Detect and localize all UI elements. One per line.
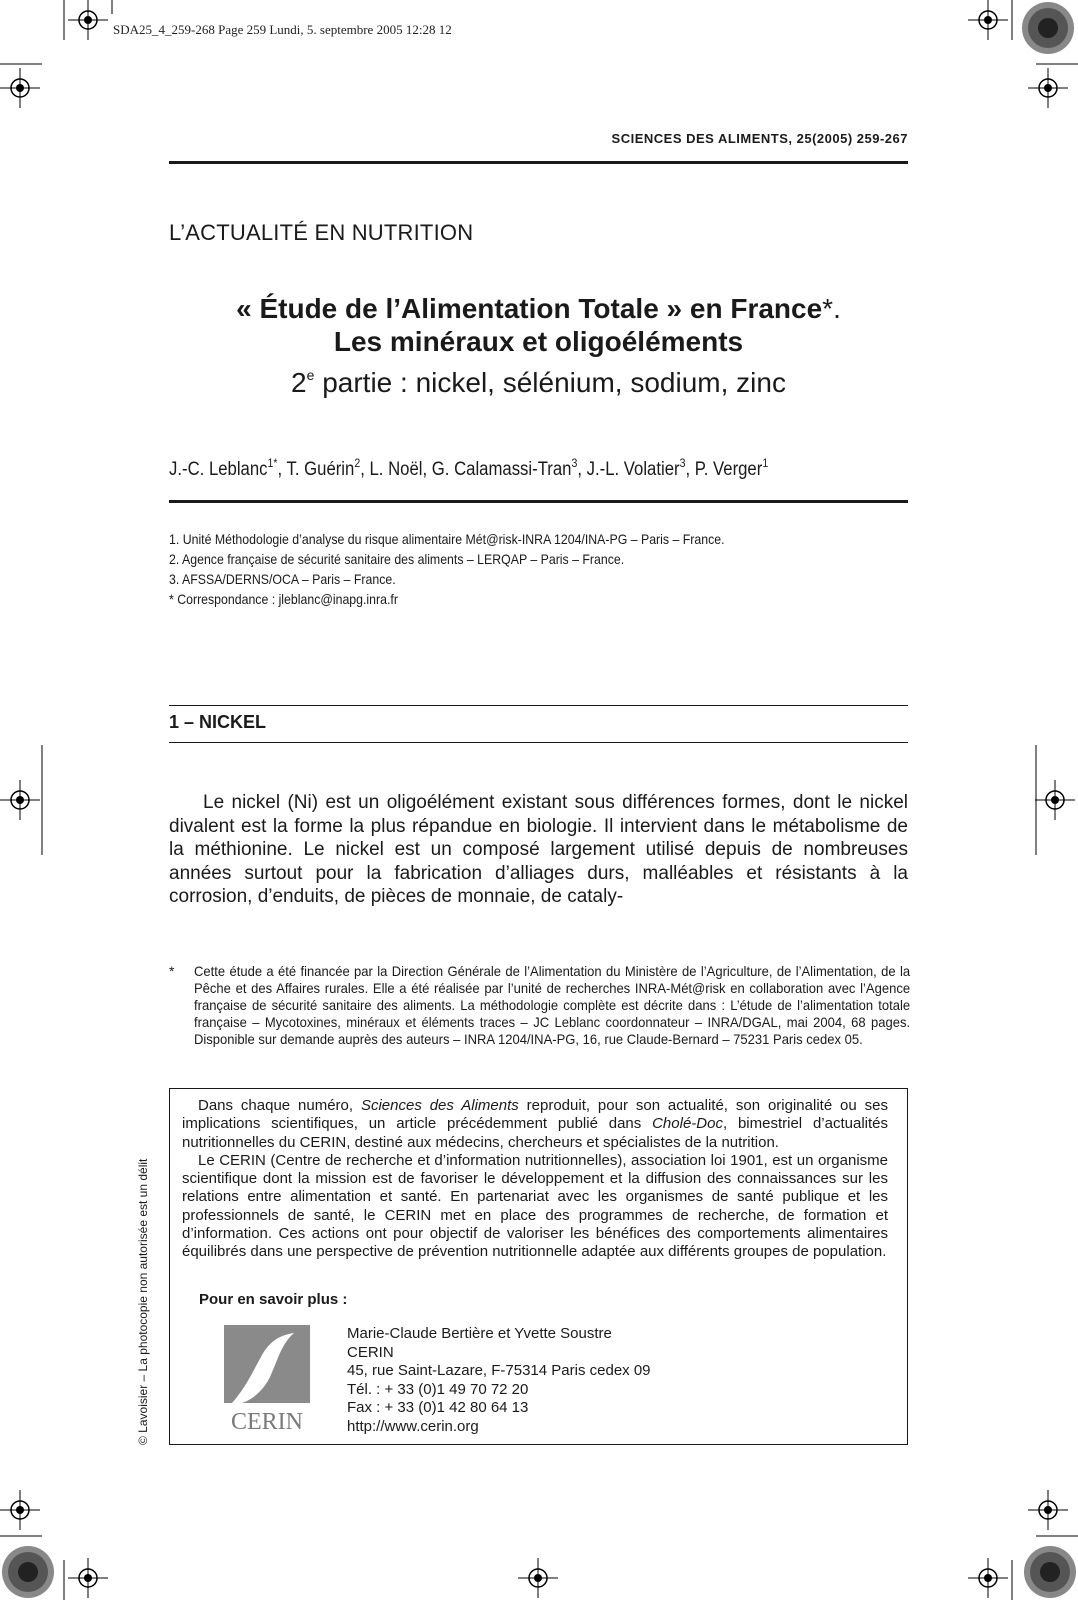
author: , T. Guérin <box>277 459 355 480</box>
article-title <box>169 292 908 400</box>
author: J.-C. Leblanc <box>169 459 268 480</box>
author: , L. Noël, G. Calamassi-Tran <box>360 459 572 480</box>
affiliation-1: 1. Unité Méthodologie d’analyse du risque alimentaire Mét@risk-INRA 1204/INA-PG – Paris – France. <box>169 531 725 547</box>
title-footnote-mark: *. <box>822 293 841 324</box>
more-info-label: Pour en savoir plus : <box>199 1291 348 1308</box>
author-list: J.-C. Leblanc$^{1*}$, T. Guérin$^2$, L. Noël, G. Calamassi-Tran$^3$, J.-L. Volatier$^3$, P. Verger$^1$ <box>169 456 769 480</box>
contact-org: CERIN <box>347 1343 394 1361</box>
contact-info <box>347 1325 651 1436</box>
footnote-marker: * <box>169 963 175 979</box>
section-heading: 1 – NICKEL <box>169 712 267 732</box>
footnote-text: Cette étude a été financée par la Direction Générale de l’Alimentation du Ministère de l’Agriculture, de l’Alimentation, de la Pêche et des Affaires rurales. Elle a été réalisée par l’unité de recherches INRA-Mét@risk en collaboration avec l’Agence française de sécurité sanitaire des aliments. La méthodologie complète est décrite dans : L’étude de l’alimentation totale française – Mycotoxines, minéraux et éléments traces – JC Leblanc coordonnateur – INRA/DGAL, mai 2004, 68 pages. Disponible sur demande auprès des auteurs – INRA 1204/INA-PG, 16, rue Claude-Bernard – 75231 Paris cedex 05. <box>194 963 911 1047</box>
author: , J.-L. Volatier <box>577 459 680 480</box>
header-rule <box>169 161 908 164</box>
copyright-notice: © Lavoisier – La photocopie non autorisée est un délit <box>136 1158 150 1445</box>
heading-rule-top <box>169 705 908 706</box>
affiliation-3: 3. AFSSA/DERNS/OCA – Paris – France. <box>169 571 396 587</box>
title-line-1: « Étude de l’Alimentation Totale » en France <box>236 293 823 324</box>
cerin-logo <box>224 1325 310 1433</box>
contact-phone: Tél. : + 33 (0)1 49 70 72 20 <box>347 1380 529 1398</box>
title-subtitle: 2e partie : nickel, sélénium, sodium, zinc <box>291 367 786 398</box>
authors-rule <box>169 500 908 503</box>
section-label: L’ACTUALITÉ EN NUTRITION <box>169 220 474 245</box>
contact-website-link[interactable]: http://www.cerin.org <box>347 1417 479 1435</box>
title-line-2: Les minéraux et oligoéléments <box>333 326 744 357</box>
svg-text:CERIN: CERIN <box>231 1409 303 1433</box>
running-head: SCIENCES DES ALIMENTS, 25(2005) 259-267 <box>611 131 908 146</box>
box-paragraph-2: Le CERIN (Centre de recherche et d’information nutritionnelles), association loi 1901, est un organisme scientifique dont la mission est de favoriser le développement et la diffusion des connaissances sur les relations entre alimentation et santé. En partenariat avec les organismes de santé publique et les professionnels de santé, le CERIN met en place des programmes de recherche, de formation et d’information. Ces actions ont pour objectif de valoriser les bénéfices des comportements alimentaires équilibrés dans une perspective de prévention nutritionnelle adaptée aux différents groupes de population. <box>182 1151 888 1261</box>
affiliation-2: 2. Agence française de sécurité sanitaire des aliments – LERQAP – Paris – France. <box>169 551 625 567</box>
correspondence: * Correspondance : jleblanc@inapg.inra.fr <box>169 591 398 607</box>
footnote <box>169 963 911 1048</box>
body-paragraph: Le nickel (Ni) est un oligoélément existant sous différences formes, dont le nickel divalent est la forme la plus répandue en biologie. Il intervient dans le métabolisme de la méthionine. Le nickel est un composé largement utilisé depuis de nombreuses années surtout pour la fabrication d’alliages durs, malléables et résistants à la corrosion, d’enduits, de pièces de monnaie, de cataly- <box>169 792 908 907</box>
affiliations <box>169 529 725 609</box>
heading-rule-bottom <box>169 742 908 743</box>
box-paragraph-1: Dans chaque numéro, Sciences des Aliments reproduit, pour son actualité, son originalité ou ses implications scientifiques, un article précédemment publié dans Cholé-Doc, bimestriel d’actualités nutritionnelles du CERIN, destiné aux médecins, chercheurs et spécialistes de la nutrition. <box>182 1097 888 1151</box>
cerin-info-box <box>169 1088 908 1445</box>
contact-fax: Fax : + 33 (0)1 42 80 64 13 <box>347 1399 529 1416</box>
author: , P. Verger <box>685 459 763 480</box>
print-slug: SDA25_4_259-268 Page 259 Lundi, 5. septembre 2005 12:28 12 <box>113 22 452 37</box>
contact-address: 45, rue Saint-Lazare, F-75314 Paris cedex 09 <box>347 1362 651 1379</box>
contact-names: Marie-Claude Bertière et Yvette Soustre <box>347 1325 612 1342</box>
